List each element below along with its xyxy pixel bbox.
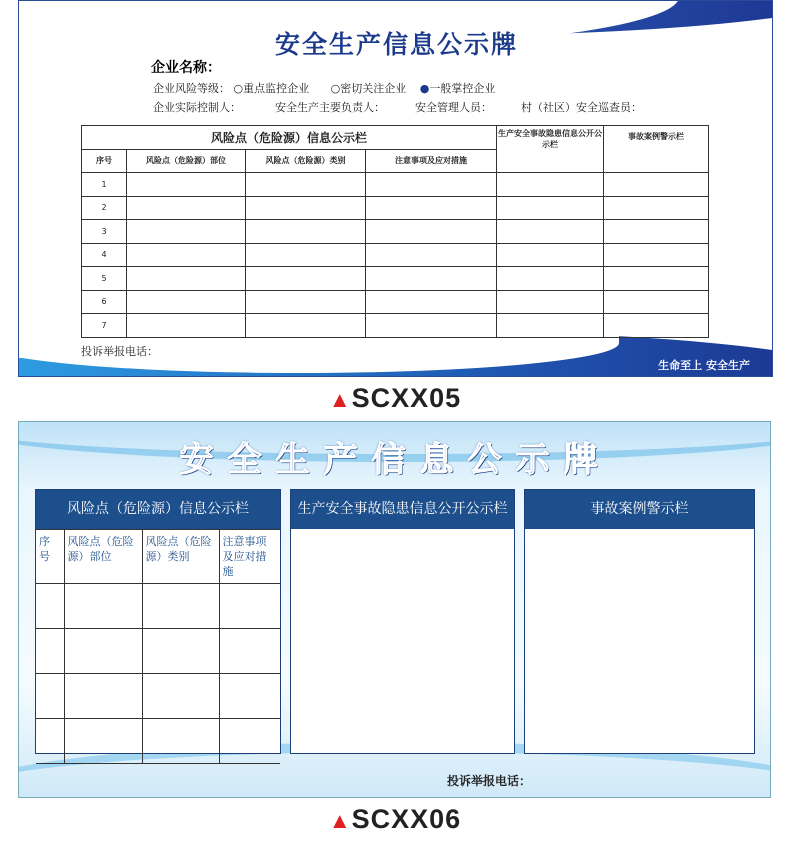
radio-label: 密切关注企业 bbox=[340, 82, 407, 95]
row-number: 2 bbox=[82, 196, 127, 220]
risk-info-table bbox=[36, 529, 280, 764]
table-cell bbox=[219, 719, 280, 764]
case-warning-panel bbox=[524, 489, 755, 754]
table-cell bbox=[497, 314, 604, 338]
col-header: 风险点（危险源）类别 bbox=[246, 149, 366, 173]
table-cell bbox=[219, 674, 280, 719]
col-header: 风险点（危险源）类别 bbox=[142, 530, 219, 584]
table-cell bbox=[366, 290, 497, 314]
radio-label: 一般掌控企业 bbox=[429, 82, 496, 95]
risk-info-table bbox=[81, 125, 709, 338]
table-cell bbox=[142, 584, 219, 629]
col-header: 序号 bbox=[82, 149, 127, 173]
table-cell bbox=[36, 629, 64, 674]
table-cell bbox=[127, 314, 246, 338]
panel-header: 事故案例警示栏 bbox=[525, 490, 754, 529]
company-name-label: 企业名称： bbox=[151, 60, 221, 76]
board-title: 安全生产信息公示牌 bbox=[179, 440, 612, 480]
case-header: 事故案例警示栏 bbox=[604, 126, 709, 173]
table-row bbox=[82, 267, 709, 291]
table-row bbox=[82, 243, 709, 267]
table-cell bbox=[142, 719, 219, 764]
row-number: 7 bbox=[82, 314, 127, 338]
table-cell bbox=[142, 629, 219, 674]
table-cell bbox=[219, 584, 280, 629]
table-cell bbox=[36, 674, 64, 719]
table-cell bbox=[246, 267, 366, 291]
table-cell bbox=[497, 220, 604, 244]
table-cell bbox=[64, 584, 142, 629]
board-scxx06 bbox=[18, 421, 771, 798]
table-cell bbox=[127, 220, 246, 244]
table-cell bbox=[604, 290, 709, 314]
table-row bbox=[36, 584, 280, 629]
table-row bbox=[82, 290, 709, 314]
table-cell bbox=[36, 719, 64, 764]
table-cell bbox=[497, 243, 604, 267]
product-code-text: SCXX05 bbox=[351, 383, 462, 413]
row-number: 5 bbox=[82, 267, 127, 291]
table-cell bbox=[246, 290, 366, 314]
table-cell bbox=[64, 629, 142, 674]
table-cell bbox=[604, 267, 709, 291]
col-header: 序号 bbox=[36, 530, 64, 584]
table-cell bbox=[127, 243, 246, 267]
table-row bbox=[82, 314, 709, 338]
product-code-1 bbox=[0, 383, 790, 414]
table-cell bbox=[366, 243, 497, 267]
table-cell bbox=[604, 314, 709, 338]
col-header: 风险点（危险源）部位 bbox=[64, 530, 142, 584]
person-label: 安全管理人员： bbox=[415, 101, 492, 114]
table-cell bbox=[64, 719, 142, 764]
table-row bbox=[36, 674, 280, 719]
table-row bbox=[82, 196, 709, 220]
table-row bbox=[82, 220, 709, 244]
row-number: 1 bbox=[82, 173, 127, 197]
table-cell bbox=[246, 243, 366, 267]
table-cell bbox=[219, 629, 280, 674]
radio-option[interactable]: ○密切关注企业 bbox=[330, 82, 407, 95]
table-cell bbox=[366, 267, 497, 291]
table-cell bbox=[127, 196, 246, 220]
row-number: 3 bbox=[82, 220, 127, 244]
panel-header: 生产安全事故隐患信息公开公示栏 bbox=[291, 490, 514, 529]
board-title: 安全生产信息公示牌 bbox=[274, 30, 518, 59]
table-cell bbox=[604, 173, 709, 197]
col-header: 注意事项及应对措施 bbox=[366, 149, 497, 173]
risk-info-panel bbox=[35, 489, 281, 754]
product-code-2 bbox=[0, 804, 790, 835]
triangle-icon: ▲ bbox=[328, 387, 352, 412]
table-cell bbox=[366, 314, 497, 338]
table-cell bbox=[497, 173, 604, 197]
risk-level-label: 企业风险等级： bbox=[153, 82, 230, 95]
table-row bbox=[36, 719, 280, 764]
table-cell bbox=[366, 196, 497, 220]
hidden-danger-header: 生产安全事故隐患信息公开公示栏 bbox=[497, 126, 604, 173]
board-scxx05 bbox=[18, 0, 773, 377]
table-cell bbox=[246, 314, 366, 338]
table-cell bbox=[497, 290, 604, 314]
table-cell bbox=[127, 173, 246, 197]
hidden-danger-panel bbox=[290, 489, 515, 754]
row-number: 4 bbox=[82, 243, 127, 267]
table-row bbox=[36, 629, 280, 674]
product-code-text: SCXX06 bbox=[351, 804, 462, 834]
table-cell bbox=[127, 290, 246, 314]
table-cell bbox=[604, 243, 709, 267]
triangle-icon: ▲ bbox=[328, 808, 352, 833]
table-section-title: 风险点（危险源）信息公示栏 bbox=[82, 126, 497, 150]
panel-header: 风险点（危险源）信息公示栏 bbox=[36, 490, 280, 529]
report-phone-label: 投诉举报电话： bbox=[447, 774, 532, 788]
table-cell bbox=[142, 674, 219, 719]
table-cell bbox=[246, 220, 366, 244]
table-cell bbox=[127, 267, 246, 291]
col-header: 风险点（危险源）部位 bbox=[127, 149, 246, 173]
table-cell bbox=[604, 220, 709, 244]
table-cell bbox=[366, 173, 497, 197]
row-number: 6 bbox=[82, 290, 127, 314]
table-cell bbox=[36, 584, 64, 629]
table-row bbox=[82, 173, 709, 197]
table-cell bbox=[246, 196, 366, 220]
risk-level-row bbox=[153, 80, 495, 96]
report-phone-label: 投诉举报电话： bbox=[81, 345, 158, 358]
person-label: 村（社区）安全巡查员： bbox=[521, 101, 642, 114]
radio-option[interactable]: ○重点监控企业 bbox=[233, 82, 310, 95]
table-cell bbox=[64, 674, 142, 719]
person-label: 企业实际控制人： bbox=[153, 101, 241, 114]
radio-option-selected[interactable]: ●一般掌控企业 bbox=[419, 82, 496, 95]
table-cell bbox=[604, 196, 709, 220]
person-label: 安全生产主要负责人： bbox=[275, 101, 385, 114]
slogan: 生命至上 安全生产 bbox=[658, 359, 750, 372]
table-cell bbox=[246, 173, 366, 197]
table-cell bbox=[497, 267, 604, 291]
table-cell bbox=[497, 196, 604, 220]
radio-label: 重点监控企业 bbox=[243, 82, 310, 95]
table-cell bbox=[366, 220, 497, 244]
col-header: 注意事项及应对措施 bbox=[219, 530, 280, 584]
